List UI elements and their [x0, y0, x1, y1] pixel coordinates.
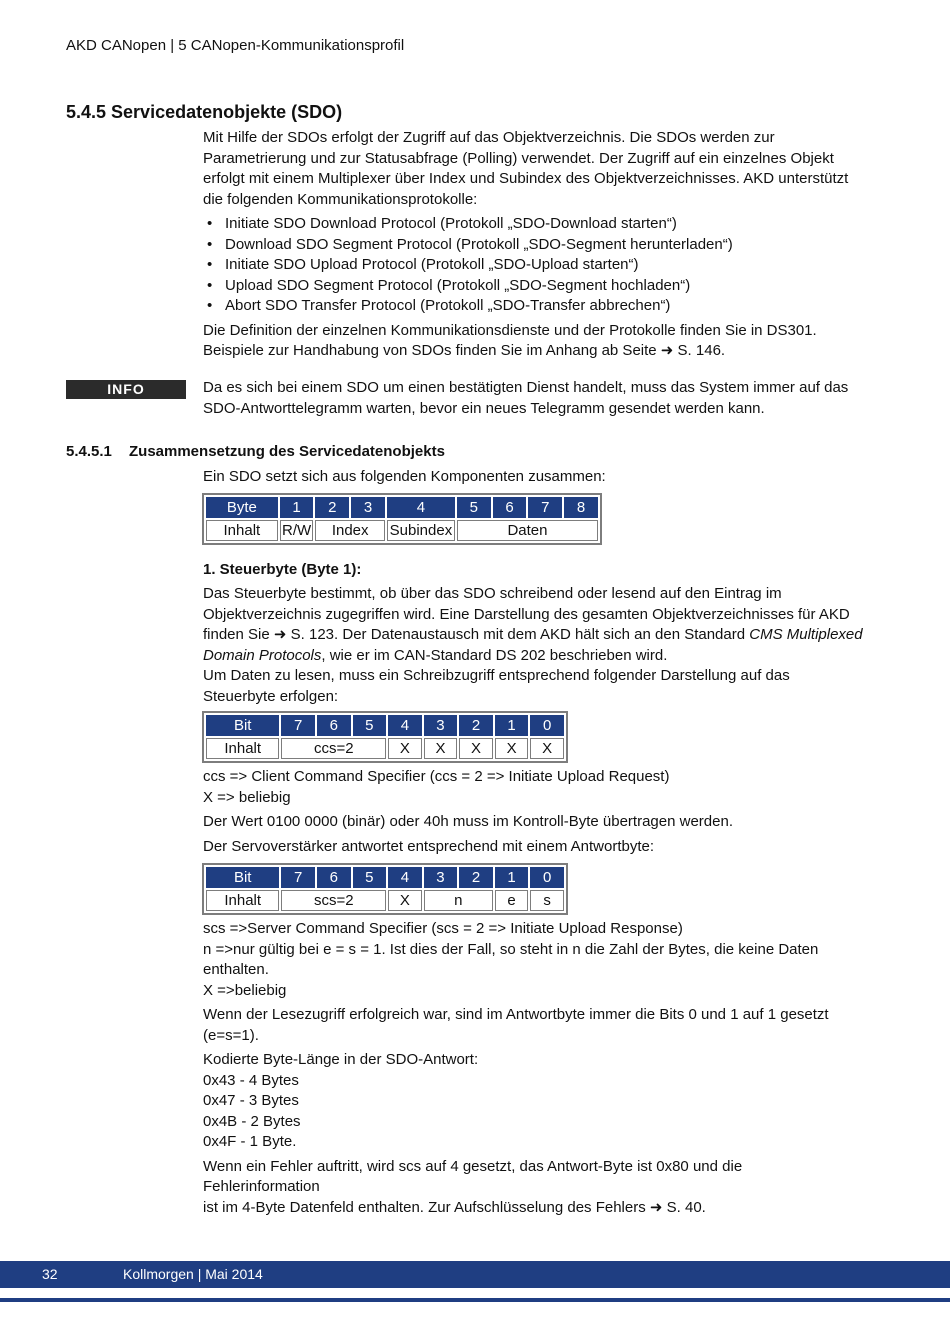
table-cell: 3: [351, 497, 385, 518]
control-byte-text: [203, 584, 863, 707]
table-cell: Bit: [206, 715, 279, 736]
list-item: • Abort SDO Transfer Protocol (Protokoll „SDO-Transfer abbrechen“): [203, 296, 863, 317]
response-intro: Der Servoverstärker antwortet entsprechend mit einem Antwortbyte:: [203, 837, 655, 855]
table-cell: 8: [564, 497, 598, 518]
table-cell: 7: [528, 497, 562, 518]
table-cell: Index: [315, 520, 384, 541]
arrow-right-icon: ➜: [273, 626, 287, 643]
table-header-row: [206, 867, 564, 888]
table-cell: X: [388, 890, 422, 911]
table-cell: 6: [317, 867, 351, 888]
control-text-part: Das Steuerbyte bestimmt, ob über das SDO schreibend oder lesend auf den Eintrag im Objektverzeichnis zugegriffen wird. Eine Darstellung des gesamten Objektverzeichnisses für AKD finden Sie: [203, 585, 850, 643]
table-cell: 6: [493, 497, 527, 518]
table-cell: Inhalt: [206, 890, 279, 911]
error-ref-line: [203, 1198, 863, 1219]
page-number: 32: [42, 1266, 58, 1282]
table-cell: ccs=2: [281, 738, 386, 759]
table-cell: 2: [315, 497, 349, 518]
table-cell: 0: [530, 867, 564, 888]
control-byte-paragraph: [203, 584, 863, 666]
list-item: • Initiate SDO Upload Protocol (Protokoll „SDO-Upload starten“): [203, 255, 863, 276]
subsection-number: 5.4.5.1: [66, 443, 112, 460]
control-byte-title: 1. Steuerbyte (Byte 1):: [203, 561, 362, 578]
page-ref-link[interactable]: S. 123.: [290, 626, 339, 643]
table-cell: X: [459, 738, 493, 759]
table-cell: 5: [457, 497, 491, 518]
table-cell: e: [495, 890, 529, 911]
table-row: [206, 890, 564, 911]
table-cell: Inhalt: [206, 738, 279, 759]
table-cell: n: [424, 890, 493, 911]
table-cell: 3: [424, 715, 458, 736]
info-text: Da es sich bei einem SDO um einen bestätigten Dienst handelt, muss das System immer auf das SDO-Antworttelegramm warten, bevor ein neues Telegramm gesendet werden kann.: [203, 379, 849, 417]
definition-ref-line: [203, 341, 863, 362]
control-text-part: Der Datenaustausch mit dem AKD hält sich an den Standard: [338, 626, 750, 643]
footer-text: Kollmorgen | Mai 2014: [123, 1266, 263, 1282]
section-body: [203, 128, 863, 362]
ccs-note: X => beliebig: [203, 788, 291, 806]
list-item: • Download SDO Segment Protocol (Protokoll „SDO-Segment herunterladen“): [203, 235, 863, 256]
page-ref-link[interactable]: S. 146.: [677, 342, 726, 359]
page-header: AKD CANopen | 5 CANopen-Kommunikationsprofil: [66, 37, 405, 54]
section-intro: Mit Hilfe der SDOs erfolgt der Zugriff auf das Objektverzeichnis. Die SDOs werden zur Parametrierung und zur Statusabfrage (Polling) verwendet. Der Zugriff auf ein einzelnes Objekt erfolgt mit einem Multiplexer über Index und Subindex des Objektverzeichnisses. AKD unterstützt die folgenden Kommunikationsprotokolle:: [203, 129, 849, 208]
table-cell: 7: [281, 715, 315, 736]
table-cell: 4: [387, 497, 455, 518]
table-cell: 7: [281, 867, 315, 888]
definition-text: Die Definition der einzelnen Kommunikationsdienste und der Protokolle finden Sie in DS301.: [203, 321, 817, 339]
length-title: Kodierte Byte-Länge in der SDO-Antwort:: [203, 1051, 479, 1068]
table-cell: 3: [424, 867, 458, 888]
control-read-text: Um Daten zu lesen, muss ein Schreibzugriff entsprechend folgender Darstellung auf das Steuerbyte erfolgen:: [203, 667, 790, 705]
table-cell: 2: [459, 715, 493, 736]
table-cell: X: [388, 738, 422, 759]
arrow-right-icon: ➜: [660, 342, 674, 359]
length-item: 0x43 - 4 Bytes: [203, 1071, 299, 1089]
scs-note: scs =>Server Command Specifier (scs = 2 => Initiate Upload Response): [203, 920, 683, 937]
table-cell: 4: [388, 715, 422, 736]
table-cell: 6: [317, 715, 351, 736]
protocol-list: [203, 214, 863, 317]
control-standard-name: CMS Multiplexed Domain Protocols: [203, 626, 863, 664]
footer-divider: [0, 1298, 950, 1302]
table-cell: R/W: [280, 520, 314, 541]
scs-note: X =>beliebig: [203, 981, 287, 999]
table-cell: X: [530, 738, 564, 759]
success-text: Wenn der Lesezugriff erfolgreich war, sind im Antwortbyte immer die Bits 0 und 1 auf 1 gesetzt (e=s=1).: [203, 1006, 829, 1044]
ccs-note: ccs => Client Command Specifier (ccs = 2 => Initiate Upload Request): [203, 768, 670, 785]
error-text: Wenn ein Fehler auftritt, wird scs auf 4 gesetzt, das Antwort-Byte ist 0x80 und die Fehlerinformation: [203, 1157, 743, 1195]
table-cell: Bit: [206, 867, 279, 888]
scs-bit-table: [202, 863, 568, 915]
scs-notes: [203, 919, 863, 1218]
table-cell: X: [424, 738, 458, 759]
table-cell: s: [530, 890, 564, 911]
ccs-bit-table: [202, 711, 568, 763]
info-badge: INFO: [66, 380, 186, 399]
length-item: 0x4F - 1 Byte.: [203, 1133, 297, 1150]
table-cell: Inhalt: [206, 520, 278, 541]
table-cell: Subindex: [387, 520, 455, 541]
section-title: 5.4.5 Servicedatenobjekte (SDO): [66, 102, 343, 122]
table-cell: 0: [530, 715, 564, 736]
table-cell: 1: [495, 867, 529, 888]
table-header-row: [206, 497, 598, 518]
table-header-row: [206, 715, 564, 736]
table-cell: Daten: [457, 520, 598, 541]
table-cell: 1: [495, 715, 529, 736]
sdo-structure-table: [202, 493, 602, 545]
subsection-title: [66, 443, 445, 460]
table-cell: X: [495, 738, 529, 759]
page-ref-link[interactable]: S. 40.: [666, 1198, 706, 1216]
length-item: 0x47 - 3 Bytes: [203, 1092, 299, 1109]
arrow-right-icon: ➜: [649, 1198, 663, 1216]
table-cell: 4: [388, 867, 422, 888]
ccs-notes: [203, 767, 863, 857]
table-cell: Byte: [206, 497, 278, 518]
value-text: Der Wert 0100 0000 (binär) oder 40h muss im Kontroll-Byte übertragen werden.: [203, 813, 733, 830]
list-item: • Upload SDO Segment Protocol (Protokoll „SDO-Segment hochladen“): [203, 276, 863, 297]
table-cell: 5: [353, 715, 387, 736]
table-cell: 2: [459, 867, 493, 888]
subsection-heading: Zusammensetzung des Servicedatenobjekts: [129, 443, 445, 460]
table-cell: scs=2: [281, 890, 386, 911]
table-cell: 1: [280, 497, 314, 518]
definition-ref-text: Beispiele zur Handhabung von SDOs finden Sie im Anhang ab Seite: [203, 342, 661, 359]
error-text-part: ist im 4-Byte Datenfeld enthalten. Zur Aufschlüsselung des Fehlers: [203, 1198, 650, 1216]
subsection-intro: Ein SDO setzt sich aus folgenden Komponenten zusammen:: [203, 468, 606, 485]
table-row: [206, 738, 564, 759]
length-item: 0x4B - 2 Bytes: [203, 1112, 301, 1130]
scs-note: n =>nur gültig bei e = s = 1. Ist dies der Fall, so steht in n die Zahl der Bytes, die keine Daten enthalten.: [203, 940, 819, 978]
table-row: [206, 520, 598, 541]
control-text-part: , wie er im CAN-Standard DS 202 beschrieben wird.: [321, 646, 668, 664]
list-item: • Initiate SDO Download Protocol (Protokoll „SDO-Download starten“): [203, 214, 863, 235]
table-cell: 5: [353, 867, 387, 888]
